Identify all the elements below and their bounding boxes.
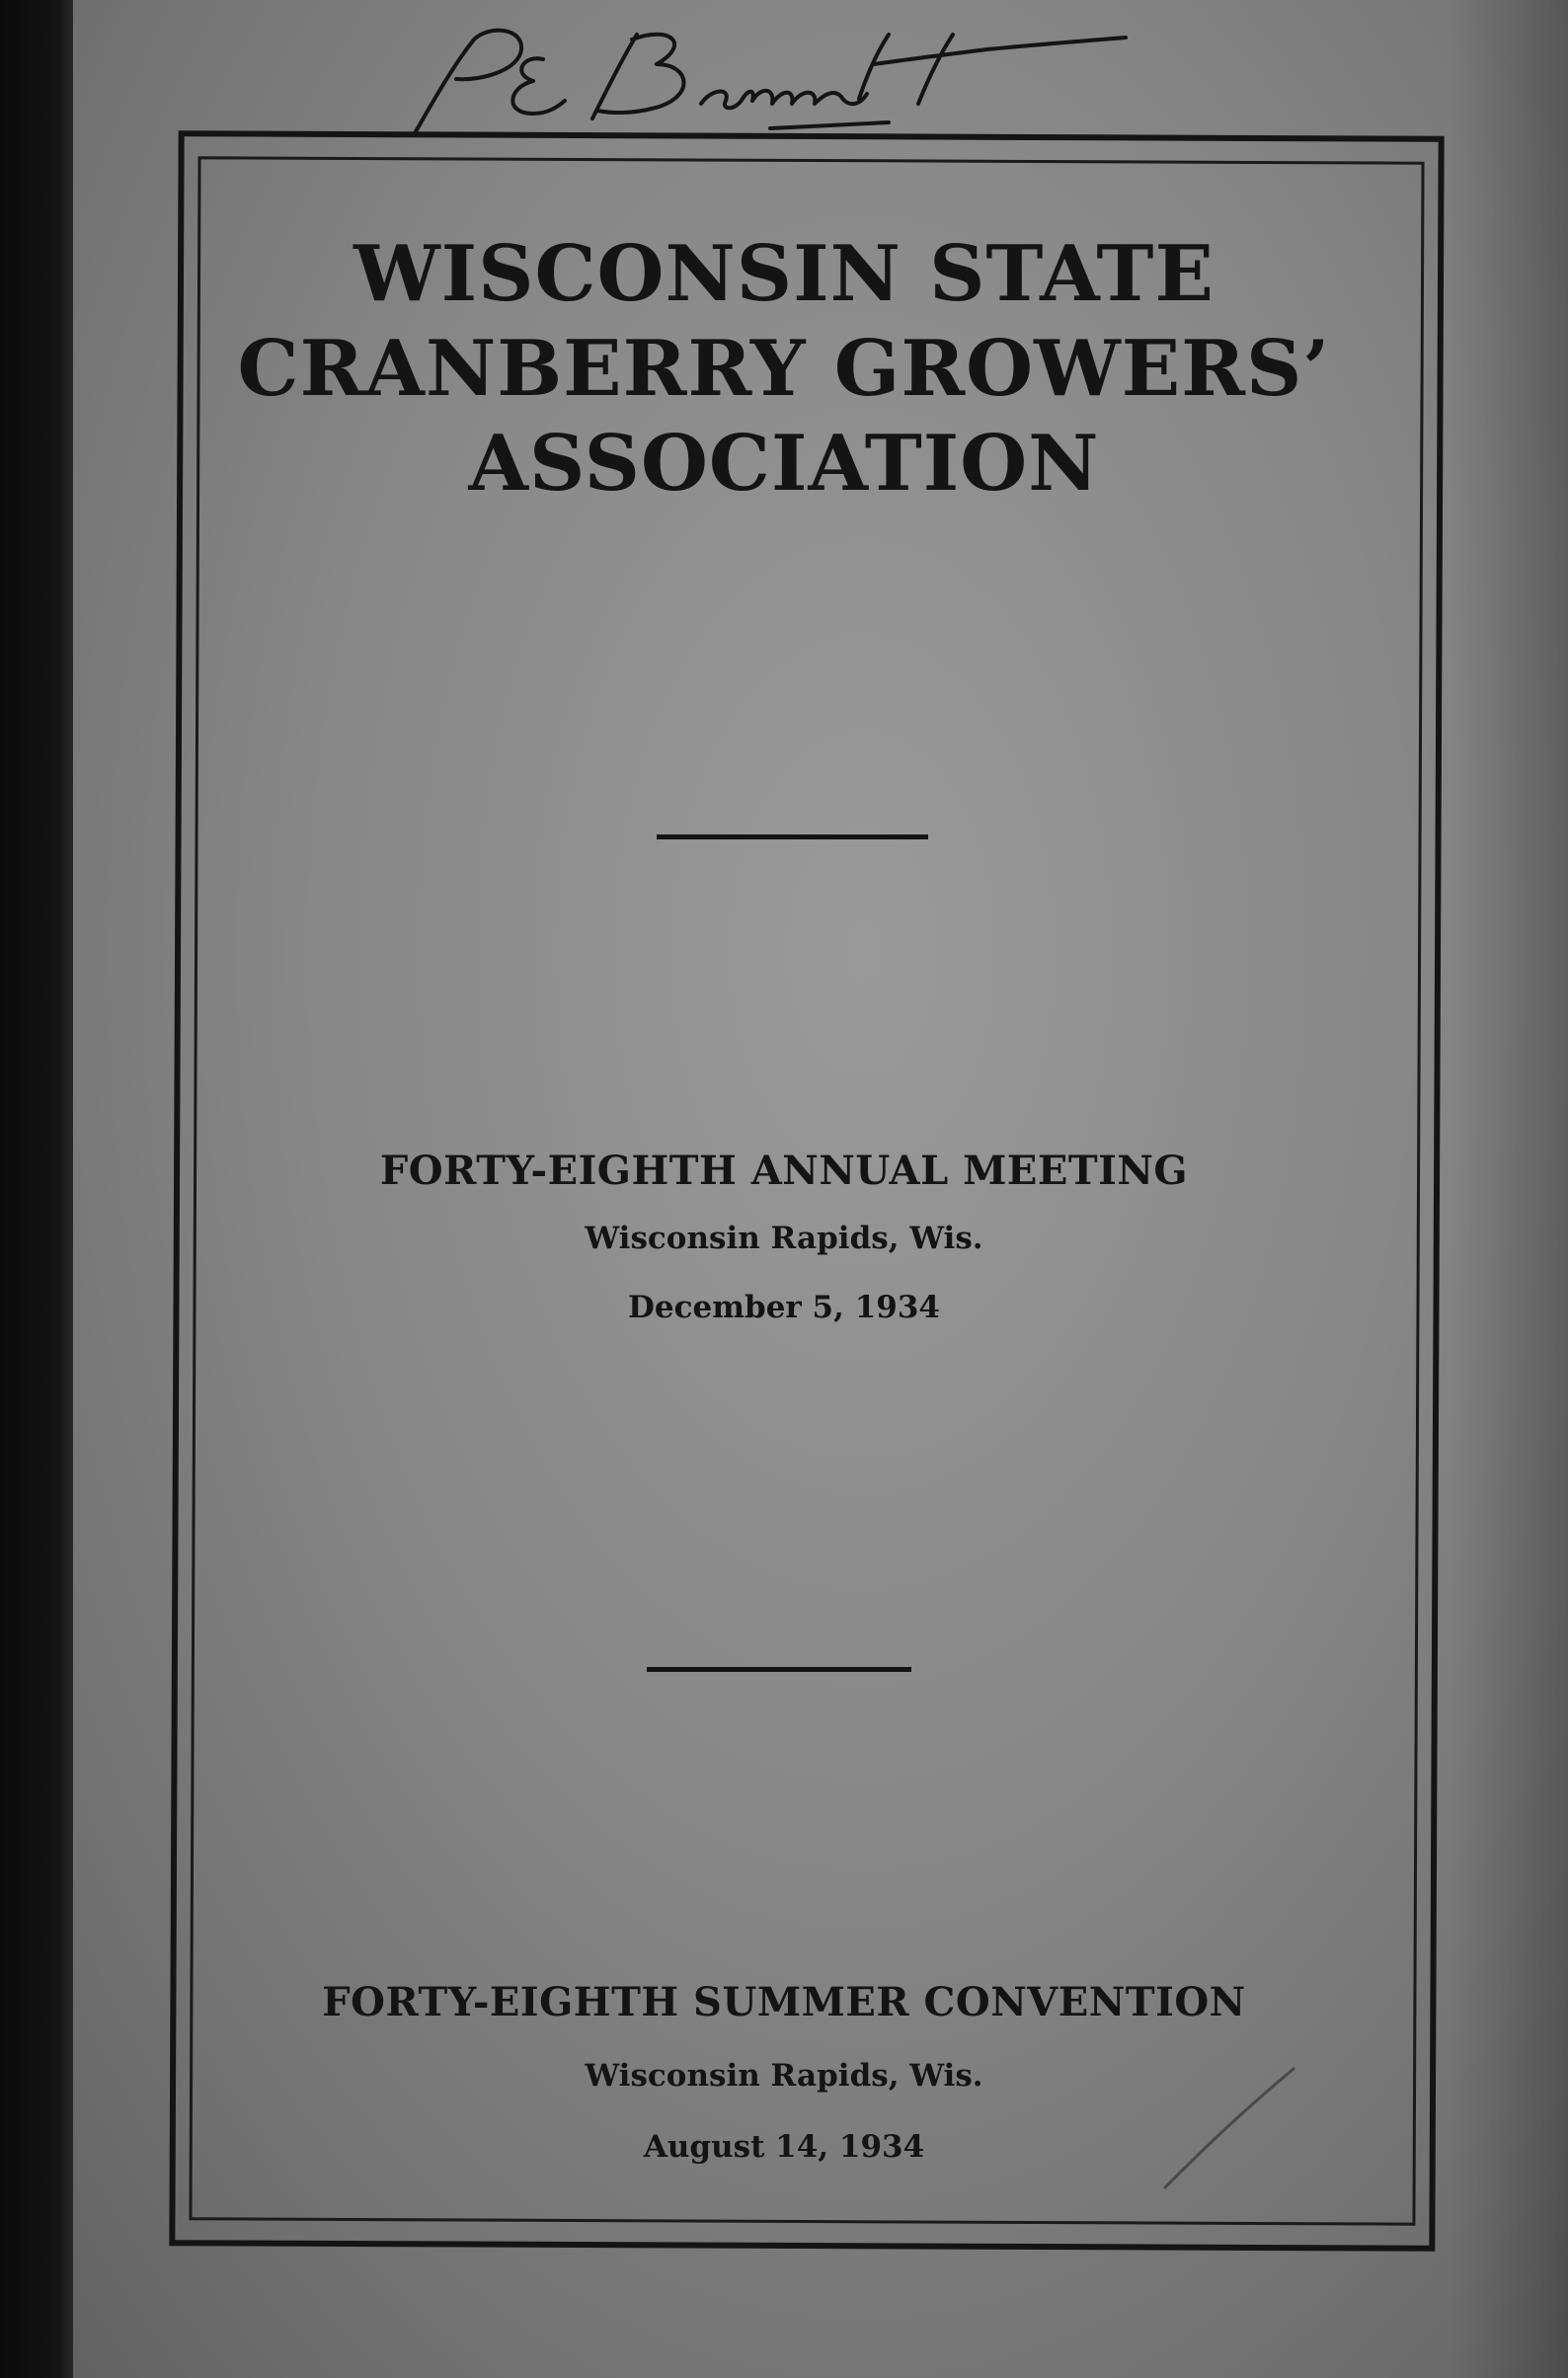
divider-rule-bottom — [647, 1667, 911, 1672]
annual-meeting-date: December 5, 1934 — [628, 1290, 940, 1325]
summer-convention-heading: FORTY-EIGHTH SUMMER CONVENTION — [322, 1979, 1246, 2025]
annual-meeting-place: Wisconsin Rapids, Wis. — [585, 1221, 983, 1256]
annual-meeting-heading: FORTY-EIGHTH ANNUAL MEETING — [379, 1148, 1189, 1194]
summer-convention-date: August 14, 1934 — [643, 2129, 925, 2165]
title-line-1: WISCONSIN STATE — [353, 229, 1215, 319]
cover-title — [0, 227, 1568, 512]
summer-convention-place: Wisconsin Rapids, Wis. — [585, 2058, 983, 2094]
title-line-2: CRANBERRY GROWERS’ — [237, 324, 1331, 414]
paper-scratch-mark — [1155, 2064, 1303, 2192]
title-line-3: ASSOCIATION — [468, 419, 1100, 509]
annual-meeting-block — [0, 1144, 1568, 1327]
summer-convention-block — [0, 1975, 1568, 2167]
divider-rule-top — [657, 834, 928, 839]
handwritten-signature — [395, 20, 1165, 148]
